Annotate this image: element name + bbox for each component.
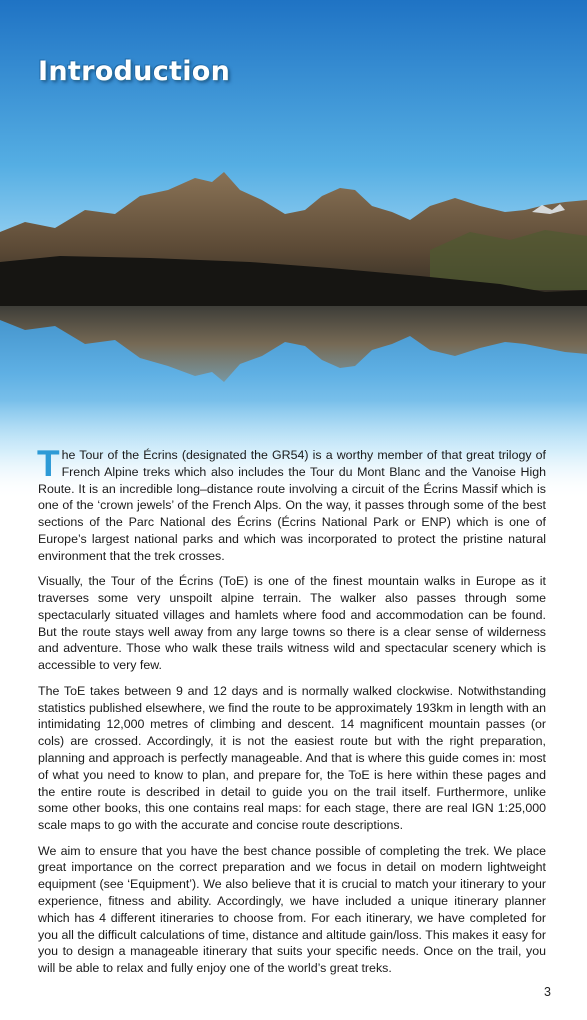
paragraph-3: The ToE takes between 9 and 12 days and is normally walked clockwise. Notwithstanding statistics published elsewhere, we find the route to be approximately 193km in length with an intimidating 12,000 metres of climbing and descent. 14 magnificent mountain passes (or cols) are crossed. Accordingly, it is not the easiest route but with the right preparation, planning and approach is perfectly manageable. And that is where this guide comes in: most of what you need to know to plan, and prepare for, the ToE is here within these pages and the entire route is described in detail to guide you on the trail itself. Furthermore, unlike some other books, this one contains real maps: for each stage, there are real IGN 1:25,000 scale maps to go with the accurate and concise route descriptions.: [38, 683, 546, 833]
intro-text: [37, 443, 546, 986]
paragraph-1-text: he Tour of the Écrins (designated the GR54) is a worthy member of that great trilogy of French Alpine treks which also includes the Tour du Mont Blanc and the Vanoise High Route. It is an incredible long–distance route involving a circuit of the Écrins Massif which is one of the ‘crown jewels’ of the French Alps. On the way, it passes through some of the best sections of the Parc National des Écrins (Écrins National Park or ENP) which is one of Europe’s largest national parks and which was incorporated to protect the pristine natural environment that the trek crosses.: [38, 448, 546, 563]
paragraph-2: Visually, the Tour of the Écrins (ToE) is one of the finest mountain walks in Europe as it traverses some very unspoilt alpine terrain. The walker also passes through some spectacularly situated villages and hamlets where food and accommodation can be found. But the route stays well away from any large towns so there is a clear sense of wilderness and adventure. Those who walk these trails witness wild and spectacular scenery which is accessible to very few.: [38, 574, 546, 673]
drop-cap: T: [37, 443, 60, 484]
page-title: Introduction: [38, 56, 231, 87]
paragraph-4: We aim to ensure that you have the best chance possible of completing the trek. We place great importance on the correct preparation and we focus in detail on modern lightweight equipment (see ‘Equipment’). We also believe that it is crucial to match your itinerary to your experience, fitness and ability. Accordingly, we have included a unique itinerary planner which has 4 different itineraries to choose from. For each itinerary, we have completed for you all the difficult calculations of time, distance and altitude gain/loss. This makes it easy for you to design a manageable itinerary that suits your specific needs. Once on the trail, you will be able to relax and fully enjoy one of the world’s great treks.: [38, 843, 546, 976]
paragraph-1: [37, 443, 546, 565]
page-number: 3: [544, 985, 551, 999]
